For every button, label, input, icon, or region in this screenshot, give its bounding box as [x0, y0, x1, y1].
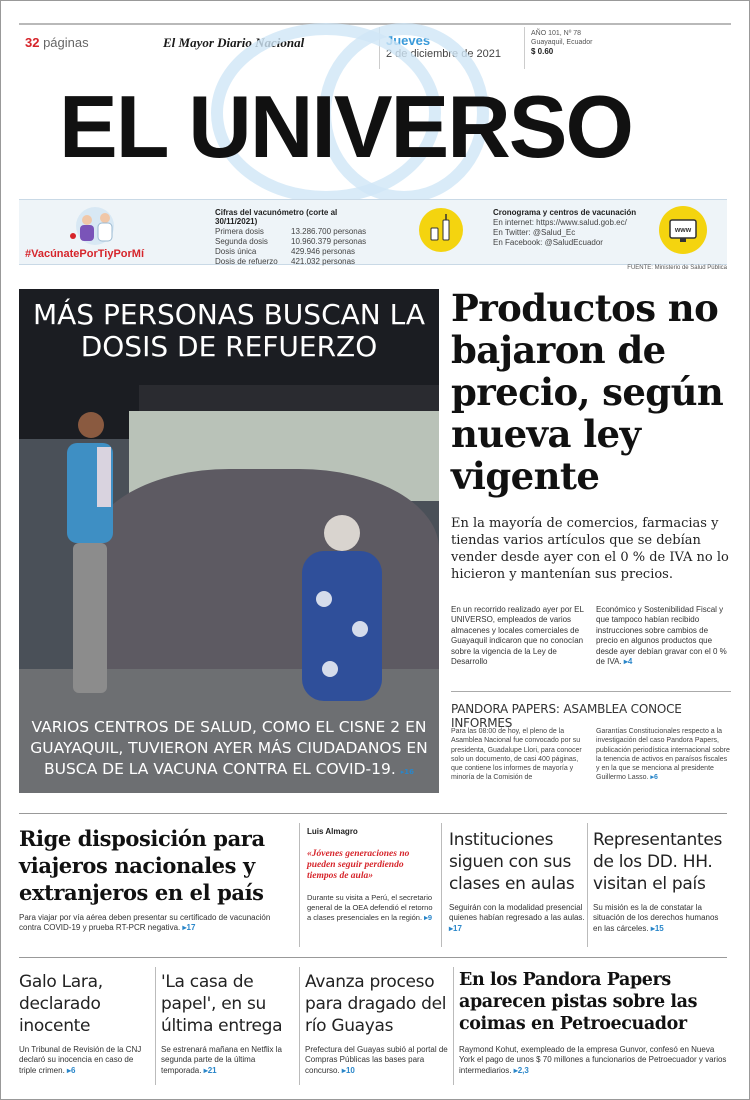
- pandora-brief-title[interactable]: PANDORA PAPERS: ASAMBLEA CONOCE INFORMES: [451, 691, 731, 730]
- page-ref[interactable]: ▸9: [424, 913, 433, 922]
- galo-body: Un Tribunal de Revisión de la CNJ declaró su inocencia en caso de triple crimen. ▸6: [19, 1045, 142, 1075]
- dredging-headline[interactable]: Avanza proceso para dragado del río Guayas: [305, 972, 447, 1036]
- seated-elderly-woman-figure: [224, 509, 394, 709]
- column-body: Durante su visita a Perú, el secretario general de la OEA defendió el retorno a clases presenciales en la región. ▸9: [307, 893, 433, 922]
- column-quote[interactable]: «Jóvenes generaciones no pueden seguir perdiendo tiempos de aula»: [307, 849, 410, 881]
- page-ref[interactable]: ▸15: [650, 923, 664, 933]
- travel-body: Para viajar por vía aérea deben presentar su certificado de vacunación contra COVID-19 y prueba RT-PCR negativa. ▸17: [19, 913, 271, 933]
- petro-headline[interactable]: En los Pandora Papers aparecen pistas sobre las coimas en Petroecuador: [459, 970, 698, 1034]
- page-ref[interactable]: ▸17: [182, 923, 196, 933]
- rights-body: Su misión es la de constatar la situación de los derechos humanos en las cárceles. ▸15: [593, 903, 719, 933]
- page-ref[interactable]: ▸17: [449, 923, 462, 933]
- edition-info: AÑO 101, Nº 78 Guayaquil, Ecuador $ 0.60: [531, 29, 621, 56]
- www-monitor-icon: [659, 206, 707, 254]
- vaccine-source: FUENTE: Ministerio de Salud Pública: [627, 265, 727, 271]
- vaccination-schedule-title: Cronograma y centros de vacunación: [493, 208, 637, 217]
- svg-text:www: www: [674, 227, 692, 234]
- page-ref[interactable]: ▸4: [623, 657, 633, 667]
- page-ref[interactable]: ▸10: [341, 1065, 355, 1075]
- page-ref[interactable]: ▸2,3: [513, 1065, 529, 1075]
- rights-headline[interactable]: Representantes de los DD. HH. visitan el país: [593, 830, 723, 894]
- pandora-brief-col2: Garantías Constitucionales respecto a la investigación del caso Pandora Papers, publicación periodística internacional sobre la tenencia de activos en paraísos fiscales y en la que se menciona al presidente Guillermo Lasso. ▸6: [596, 728, 730, 782]
- lead-body: [451, 605, 731, 667]
- netflix-body: Se estrenará mañana en Netflix la segunda parte de la última temporada. ▸21: [161, 1045, 282, 1075]
- stat-row: Dosis única 429.946 personas: [215, 247, 356, 256]
- schools-headline[interactable]: Instituciones siguen con sus clases en aulas: [449, 830, 575, 894]
- lead-photo: [19, 289, 439, 793]
- page-ref[interactable]: ▸6: [67, 1065, 76, 1075]
- stat-row: Segunda dosis 10.960.379 personas: [215, 237, 367, 246]
- page-ref[interactable]: ▸16: [400, 768, 414, 776]
- issue-date: 2 de diciembre de 2021: [386, 48, 501, 60]
- day-of-week: Jueves: [386, 33, 431, 48]
- vaccine-hashtag: #VacúnatePorTiyPorMí: [25, 248, 145, 260]
- health-worker-figure: [27, 407, 115, 707]
- pandora-brief-col1: Para las 08:00 de hoy, el pleno de la Asamblea Nacional fue convocado por su presidenta, Guadalupe Llori, para conocer solo un documento, de casi 400 páginas, que contiene los informes de mayoría y minoría de la Comisión de: [451, 728, 582, 782]
- galo-headline[interactable]: Galo Lara, declarado inocente: [19, 972, 103, 1036]
- lead-body-col1: En un recorrido realizado ayer por EL UNIVERSO, empleados de varios almacenes y locales comerciales de Guayaquil indicaron que no conocían sobre la vigencia de la Ley de Desarrollo: [451, 605, 584, 667]
- photo-caption: VARIOS CENTROS DE SALUD, COMO EL CISNE 2 EN GUAYAQUIL, TUVIERON AYER MÁS CIUDADANOS EN BUSCA DE LA VACUNA CONTRA EL COVID-19. ▸16: [30, 718, 428, 778]
- syringe-icon: [419, 208, 463, 252]
- lead-headline[interactable]: Productos no bajaron de precio, según nueva ley vigente: [451, 286, 724, 498]
- schools-body: Seguirán con la modalidad presencial quienes habían regresado a las aulas. ▸17: [449, 903, 585, 933]
- vaccination-stats-title: Cifras del vacunómetro (corte al 30/11/2021): [215, 208, 338, 226]
- photo-headline: MÁS PERSONAS BUSCAN LA DOSIS DE REFUERZO: [32, 298, 426, 363]
- pandora-brief-body: [451, 727, 731, 783]
- netflix-headline[interactable]: 'La casa de papel', en su última entrega: [161, 972, 283, 1036]
- pages-count: 32 páginas: [25, 35, 89, 50]
- travel-headline[interactable]: Rige disposición para viajeros nacionales y extranjeros en el país: [19, 826, 265, 905]
- vaccination-stats: [215, 208, 375, 267]
- section-divider: [19, 957, 727, 958]
- vaccination-schedule-info: [493, 208, 663, 248]
- vaccine-band: [19, 199, 727, 265]
- column-author: Luis Almagro: [307, 827, 358, 836]
- stat-row: Dosis de refuerzo 421.032 personas: [215, 257, 356, 266]
- dredging-body: Prefectura del Guayas subió al portal de Compras Públicas las bases para concurso. ▸10: [305, 1045, 448, 1075]
- section-divider: [19, 813, 727, 814]
- slogan: El Mayor Diario Nacional: [163, 35, 305, 50]
- price: $ 0.60: [531, 47, 554, 56]
- lead-deck: En la mayoría de comercios, farmacias y tiendas varios artículos que se debían vender desde ayer con el 0 % de IVA no lo hicieron y mantenían sus precios.: [451, 516, 729, 582]
- lead-body-col2: Económico y Sostenibilidad Fiscal y que tampoco habían recibido instrucciones sobre cambios de precio en algunos productos que desde ayer debían gravar con el 0 % de IVA. ▸4: [596, 605, 727, 667]
- info-line: En Facebook: @SaludEcuador: [493, 238, 603, 247]
- masthead-title: EL UNIVERSO: [59, 77, 632, 176]
- page-ref[interactable]: ▸21: [203, 1065, 217, 1075]
- info-line: En internet: https://www.salud.gob.ec/: [493, 218, 627, 227]
- health-workers-illustration: [65, 206, 131, 246]
- info-line: En Twitter: @Salud_Ec: [493, 228, 576, 237]
- stat-row: Primera dosis 13.286.700 personas: [215, 227, 367, 236]
- page-ref[interactable]: ▸6: [650, 774, 658, 782]
- petro-body: Raymond Kohut, exempleado de la empresa Gunvor, confesó en Nueva York el pago de unos $ 70 millones a funcionarios de Petroecuador y varios intermediarios. ▸2,3: [459, 1045, 727, 1075]
